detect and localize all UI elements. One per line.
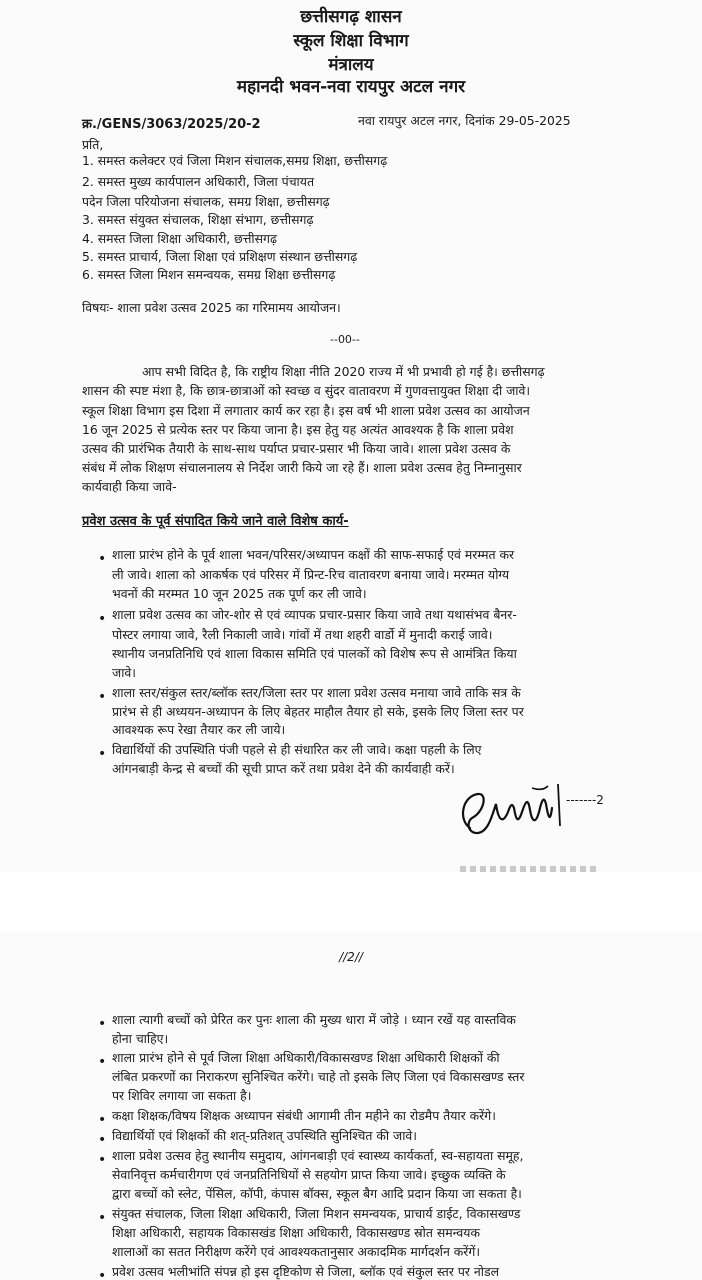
bullet-line: प्रवेश उत्सव भलीभांति संपन्न हो इस दृष्टिकोण से जिला, ब्लॉक एवं संकुल स्तर पर नोडल (112, 1264, 500, 1279)
recipient-item: 2. समस्त मुख्य कार्यपालन अधिकारी, जिला पंचायत (82, 174, 315, 189)
paragraph-line: कार्यवाही किया जावे- (82, 479, 177, 494)
section-heading: प्रवेश उत्सव के पूर्व संपादित किये जाने वाले विशेष कार्य- (82, 514, 349, 529)
divider-mark: --00-- (330, 333, 360, 346)
paragraph-line: उत्सव की प्रारंभिक तैयारी के साथ-साथ पर्याप्त प्रचार-प्रसार भी किया जावे। शाला प्रवेश उत्सव के (82, 441, 511, 456)
header-address: महानदी भवन-नवा रायपुर अटल नगर (236, 77, 466, 97)
bullet-line: भवनों की मरम्मत 10 जून 2025 तक पूर्ण कर ली जावे। (112, 586, 367, 601)
paragraph-line: संबंध में लोक शिक्षण संचालनालय से निर्देश जारी किये जा रहे हैं। शाला प्रवेश उत्सव हेतु निम्नानुसार (82, 460, 522, 475)
bullet-mark: • (98, 1210, 107, 1226)
bullet-line: स्थानीय जनप्रतिनिधि एवं शाला विकास समिति एवं पालकों को विशेष रूप से आमंत्रित किया (112, 646, 517, 661)
bullet-line: शाला प्रवेश उत्सव का जोर-शोर से एवं व्यापक प्रचार-प्रसार किया जावे तथा यथासंभव बैनर- (112, 607, 517, 622)
continuation-mark: -------2 (566, 793, 604, 807)
recipient-item: पदेन जिला परियोजना संचालक, समग्र शिक्षा, छत्तीसगढ़ (82, 194, 330, 209)
paragraph-line: शासन की स्पष्ट मंशा है, कि छात्र-छात्राओं को स्वच्छ व सुंदर वातावरण में गुणवत्तायुक्त शिक्षा दी जावे। (82, 383, 531, 398)
recipient-item: 5. समस्त प्राचार्य, जिला शिक्षा एवं प्रशिक्षण संस्थान छत्तीसगढ़ (82, 249, 358, 264)
bullet-line: कक्षा शिक्षक/विषय शिक्षक अध्यापन संबंधी आगामी तीन महीने का रोडमैप तैयार करेंगे। (112, 1108, 496, 1123)
signature (448, 778, 580, 848)
bullet-line: आंगनबाड़ी केन्द्र से बच्चों की सूची प्राप्त करें तथा प्रवेश देने की कार्यवाही करें। (112, 761, 455, 776)
bullet-line: जावे। (112, 665, 136, 680)
header-government: छत्तीसगढ़ शासन (300, 7, 402, 27)
bullet-line: विद्यार्थियों की उपस्थिति पंजी पहले से ही संधारित कर ली जावे। कक्षा पहली के लिए (112, 742, 482, 757)
recipient-item: 6. समस्त जिला मिशन समन्वयक, समग्र शिक्षा छत्तीसगढ़ (82, 267, 336, 282)
bullet-mark: • (98, 1152, 107, 1168)
bullet-line: प्रारंभ से ही अध्ययन-अध्यापन के लिए बेहतर माहौल तैयार हो सके, इसके लिए जिला स्तर पर (112, 704, 524, 719)
bullet-mark: • (98, 689, 107, 705)
bullet-line: शिक्षा अधिकारी, सहायक विकासखंड शिक्षा अधिकारी, विकासखण्ड स्रोत समन्वयक (112, 1225, 480, 1240)
paragraph-line: 16 जून 2025 से प्रत्येक स्तर पर किया जाना है। इस हेतु यह अत्यंत आवश्यक है कि शाला प्रवेश (82, 422, 514, 437)
page-gap (0, 872, 702, 932)
bullet-line: विद्यार्थियों एवं शिक्षकों की शत्-प्रतिशत् उपस्थिति सुनिश्चित की जावे। (112, 1128, 418, 1143)
bullet-line: शाला प्रवेश उत्सव हेतु स्थानीय समुदाय, आंगनबाड़ी एवं स्वास्थ्य कार्यकर्ता, स्व-सहायता समूह, (112, 1148, 524, 1163)
bullet-line: पर शिविर लगाया जा सकता है। (112, 1088, 252, 1103)
place-date: नवा रायपुर अटल नगर, दिनांक 29-05-2025 (358, 113, 571, 128)
bullet-mark: • (98, 1016, 107, 1032)
document-page-2 (0, 932, 702, 1280)
recipients-title: प्रति, (82, 137, 104, 152)
bullet-mark: • (98, 551, 107, 567)
page-number-header: //2// (339, 950, 363, 964)
paragraph-line: आप सभी विदित है, कि राष्ट्रीय शिक्षा नीति 2020 राज्य में भी प्रभावी हो गई है। छत्तीसगढ़ (142, 364, 545, 379)
bullet-line: लंबित प्रकरणों का निराकरण सुनिश्चित करेंगे। चाहे तो इसके लिए जिला एवं विकासखण्ड स्तर (112, 1069, 525, 1084)
paragraph-line: स्कूल शिक्षा विभाग इस दिशा में लगातार कार्य कर रहा है। इस वर्ष भी शाला प्रवेश उत्सव का आयोजन (82, 403, 530, 418)
reference-number: क्र./GENS/3063/2025/20-2 (82, 117, 261, 132)
bullet-line: शाला प्रारंभ होने से पूर्व जिला शिक्षा अधिकारी/विकासखण्ड शिक्षा अधिकारी शिक्षकों की (112, 1050, 500, 1065)
header-department: स्कूल शिक्षा विभाग (293, 31, 409, 51)
bullet-mark: • (98, 1112, 107, 1128)
header-ministry: मंत्रालय (328, 55, 374, 75)
bullet-mark: • (98, 1132, 107, 1148)
bullet-line: आवश्यक रूप रेखा तैयार कर ली जाये। (112, 722, 286, 737)
bullet-mark: • (98, 1268, 107, 1280)
bullet-line: शाला प्रारंभ होने के पूर्व शाला भवन/परिसर/अध्यापन कक्षों की साफ-सफाई एवं मरम्मत कर (112, 547, 515, 562)
bullet-line: शालाओं का सतत निरीक्षण करेंगे एवं आवश्यकतानुसार अकादमिक मार्गदर्शन करेंगें। (112, 1244, 481, 1259)
bullet-mark: • (98, 611, 107, 627)
recipient-item: 3. समस्त संयुक्त संचालक, शिक्षा संभाग, छत्तीसगढ़ (82, 212, 314, 227)
recipient-item: 4. समस्त जिला शिक्षा अधिकारी, छत्तीसगढ़ (82, 231, 277, 246)
recipient-item: 1. समस्त कलेक्टर एवं जिला मिशन संचालक,समग्र शिक्षा, छत्तीसगढ़ (82, 153, 388, 168)
bullet-line: शाला स्तर/संकुल स्तर/ब्लॉक स्तर/जिला स्तर पर शाला प्रवेश उत्सव मनाया जावे ताकि सत्र के (112, 685, 521, 700)
bullet-line: होना चाहिए। (112, 1031, 169, 1046)
bullet-line: संयुक्त संचालक, जिला शिक्षा अधिकारी, जिला मिशन समन्वयक, प्राचार्य डाईट, विकासखण्ड (112, 1206, 521, 1221)
bullet-mark: • (98, 1054, 107, 1070)
bullet-mark: • (98, 746, 107, 762)
bullet-line: पोस्टर लगाया जावे, रैली निकाली जावे। गांवों में तथा शहरी वार्डो में मुनादी कराई जावे। (112, 627, 493, 642)
bullet-line: सेवानिवृत्त कर्मचारीगण एवं जनप्रतिनिधियों से सहयोग प्राप्त किया जावे। इच्छुक व्यक्ति के (112, 1167, 506, 1182)
bullet-line: ली जावे। शाला को आकर्षक एवं परिसर में प्रिन्ट-रिच वातावरण बनाया जावे। मरम्मत योग्य (112, 567, 510, 582)
subject-line: विषयः- शाला प्रवेश उत्सव 2025 का गरिमामय आयोजन। (82, 300, 341, 315)
bullet-line: शाला त्यागी बच्चों को प्रेरित कर पुनः शाला की मुख्य धारा में जोड़े । ध्यान रखें यह वास्तविक (112, 1012, 516, 1027)
bullet-line: द्वारा बच्चों को स्लेट, पेंसिल, कॉपी, कंपास बॉक्स, स्कूल बैग आदि प्रदान किया जा सकता है। (112, 1186, 522, 1201)
